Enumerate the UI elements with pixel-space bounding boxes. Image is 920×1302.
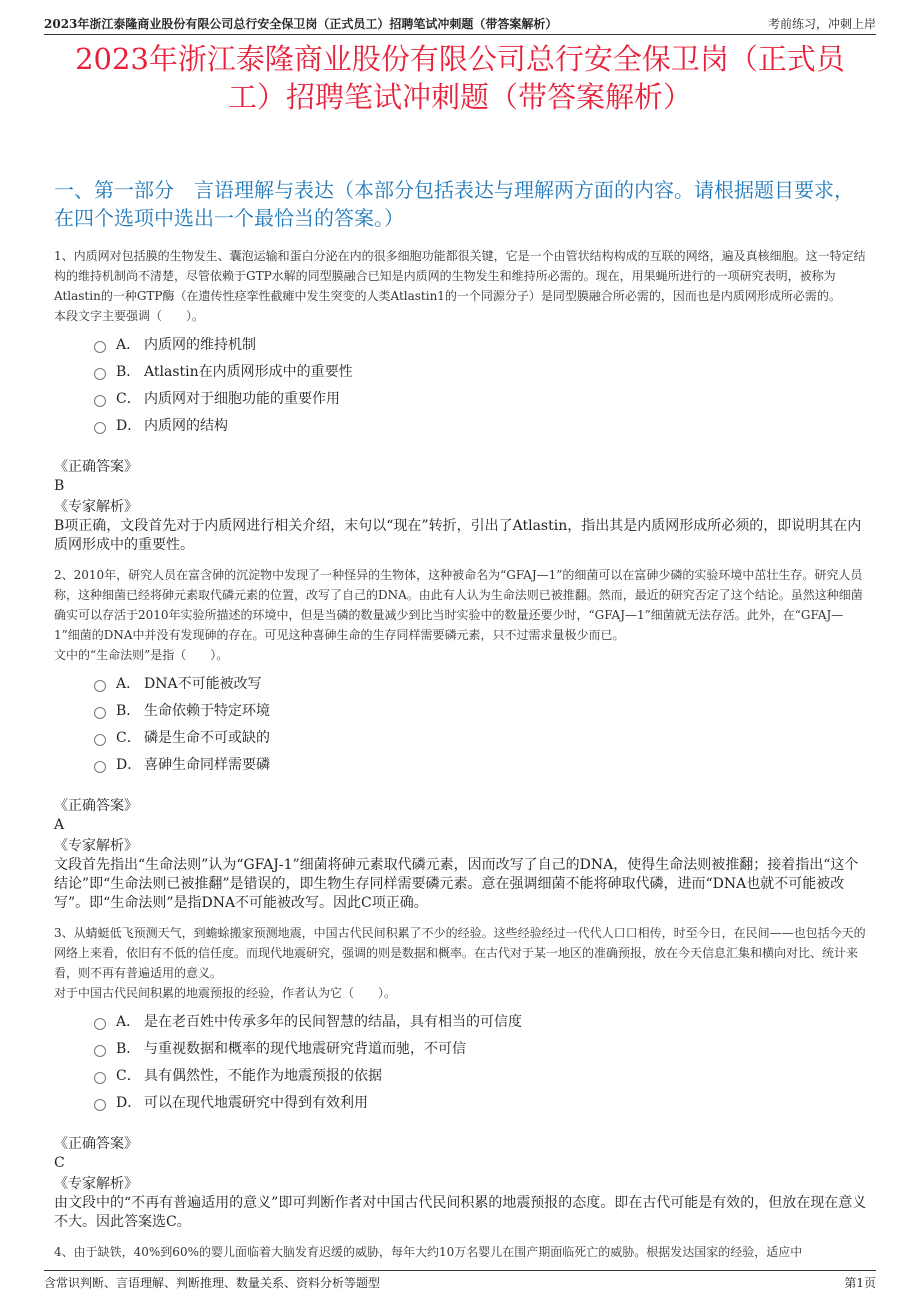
- option-a[interactable]: [94, 1007, 868, 1034]
- option-text: 磷是生命不可或缺的: [144, 729, 270, 746]
- option-text: 内质网对于细胞功能的重要作用: [144, 390, 340, 407]
- option-text: 内质网的结构: [144, 417, 228, 434]
- radio-icon[interactable]: [94, 341, 106, 353]
- radio-icon[interactable]: [94, 368, 106, 380]
- radio-icon[interactable]: [94, 707, 106, 719]
- option-letter: B．: [116, 702, 141, 719]
- question-prompt: 文中的“生命法则”是指（ ）。: [54, 648, 229, 662]
- radio-icon[interactable]: [94, 1099, 106, 1111]
- answer-value: A: [54, 817, 65, 833]
- radio-icon[interactable]: [94, 1072, 106, 1084]
- option-d[interactable]: [94, 1088, 868, 1115]
- question-1: [54, 246, 868, 555]
- question-4-partial: 4、由于缺铁，40%到60%的婴儿面临着大脑发育迟缓的威胁，每年大约10万名婴儿在围产期面临死亡的威胁。根据发达国家的经验，适应中: [54, 1245, 803, 1259]
- answer-label: 《正确答案》: [54, 798, 138, 814]
- option-b[interactable]: [94, 1034, 868, 1061]
- question-text: 2、2010年，研究人员在富含砷的沉淀物中发现了一种怪异的生物体，这种被命名为“GFAJ—1”的细菌可以在富砷少磷的实验环境中茁壮生存。研究人员称，这种细菌已经将砷元素取代磷元素的位置，改写了自己的DNA。由此有人认为生命法则已被推翻。然而，最近的研究否定了这个结论。虽然这种细菌确实可以存活于2010年实验所描述的环境中，但是当磷的数量减少到比当时实验中的数量还要少时，“GFAJ—1”细菌就无法存活。此外，在“GFAJ—1”细菌的DNA中并没有发现砷的存在。可见这种喜砷生命的生存同样需要磷元素，只不过需求量极少而已。: [54, 568, 863, 642]
- radio-icon[interactable]: [94, 734, 106, 746]
- radio-icon[interactable]: [94, 680, 106, 692]
- option-c[interactable]: [94, 1061, 868, 1088]
- option-letter: B．: [116, 363, 141, 380]
- option-letter: D．: [116, 1094, 142, 1111]
- option-text: 具有偶然性，不能作为地震预报的依据: [144, 1067, 382, 1084]
- page-title: 2023年浙江泰隆商业股份有限公司总行安全保卫岗（正式员工）招聘笔试冲刺题（带答案解析）: [75, 42, 845, 114]
- option-list: [94, 330, 868, 438]
- answer-label: 《正确答案》: [54, 1136, 138, 1152]
- option-b[interactable]: [94, 357, 868, 384]
- option-text: DNA不可能被改写: [144, 675, 262, 692]
- header-slogan: 考前练习，冲刺上岸: [767, 17, 876, 31]
- option-letter: B．: [116, 1040, 141, 1057]
- question-text: 1、内质网对包括膜的生物发生、囊泡运输和蛋白分泌在内的很多细胞功能都很关键，它是一个由管状结构构成的互联的网络，遍及真核细胞。这一特定结构的维持机制尚不清楚，尽管依赖于GTP水解的同型膜融合已知是内质网的生物发生和维持所必需的。现在，用果蝇所进行的一项研究表明，被称为Atlastin的一种GTP酶（在遗传性痉挛性截瘫中发生突变的人类Atlastin1的一个同源分子）是同型膜融合所必需的，因而也是内质网形成所必需的。: [54, 249, 866, 303]
- question-prompt: 本段文字主要强调（ ）。: [54, 309, 205, 323]
- option-letter: C．: [116, 1067, 141, 1084]
- option-letter: A．: [116, 675, 141, 692]
- option-letter: C．: [116, 729, 141, 746]
- option-d[interactable]: [94, 750, 868, 777]
- option-a[interactable]: [94, 669, 868, 696]
- option-letter: D．: [116, 417, 142, 434]
- option-text: 与重视数据和概率的现代地震研究背道而驰，不可信: [144, 1040, 466, 1057]
- section-heading: 一、第一部分 言语理解与表达（本部分包括表达与理解两方面的内容。请根据题目要求，在四个选项中选出一个最恰当的答案。）: [54, 178, 854, 230]
- option-text: 是在老百姓中传承多年的民间智慧的结晶，具有相当的可信度: [144, 1013, 522, 1030]
- answer-value: C: [54, 1155, 65, 1171]
- option-letter: C．: [116, 390, 141, 407]
- option-a[interactable]: [94, 330, 868, 357]
- explanation-text: 由文段中的“不再有普遍适用的意义”即可判断作者对中国古代民间积累的地震预报的态度。即在古代可能是有效的，但放在现在意义不大。因此答案选C。: [54, 1195, 867, 1230]
- question-2: [54, 565, 868, 913]
- option-list: [94, 669, 868, 777]
- question-prompt: 对于中国古代民间积累的地震预报的经验，作者认为它（ ）。: [54, 986, 397, 1000]
- footer-note: 含常识判断、言语理解、判断推理、数量关系、资料分析等题型: [44, 1275, 381, 1290]
- option-d[interactable]: [94, 411, 868, 438]
- radio-icon[interactable]: [94, 422, 106, 434]
- option-letter: A．: [116, 336, 141, 353]
- radio-icon[interactable]: [94, 395, 106, 407]
- explanation-text: B项正确，文段首先对于内质网进行相关介绍，末句以“现在”转折，引出了Atlastin，指出其是内质网形成所必须的，即说明其在内质网形成中的重要性。: [54, 518, 862, 553]
- explanation-label: 《专家解析》: [54, 838, 138, 854]
- explanation-text: 文段首先指出“生命法则”认为“GFAJ-1”细菌将砷元素取代磷元素，因而改写了自己的DNA，使得生命法则被推翻；接着指出“这个结论”即“生命法则已被推翻”是错误的，即生物生存同样需要磷元素。意在强调细菌不能将砷取代磷，进而“DNA也就不可能被改写”。即“生命法则”是指DNA不可能被改写。因此C项正确。: [54, 857, 859, 911]
- page-footer: [44, 1270, 876, 1293]
- explanation-label: 《专家解析》: [54, 499, 138, 515]
- option-text: 生命依赖于特定环境: [144, 702, 270, 719]
- answer-label: 《正确答案》: [54, 459, 138, 475]
- question-text: 3、从蜻蜓低飞预测天气，到蟾蜍搬家预测地震，中国古代民间积累了不少的经验。这些经验经过一代代人口口相传，时至今日，在民间——也包括今天的网络上来看，依旧有不低的信任度。而现代地震研究，强调的则是数据和概率。在古代对于某一地区的准确预报，放在今天信息汇集和横向对比、统计来看，则不再有普遍适用的意义。: [54, 926, 866, 980]
- answer-value: B: [54, 478, 65, 494]
- option-c[interactable]: [94, 723, 868, 750]
- radio-icon[interactable]: [94, 1045, 106, 1057]
- option-text: 喜砷生命同样需要磷: [144, 756, 270, 773]
- question-3: [54, 923, 868, 1232]
- header-doc-title: 2023年浙江泰隆商业股份有限公司总行安全保卫岗（正式员工）招聘笔试冲刺题（带答案解析）: [44, 17, 558, 31]
- explanation-label: 《专家解析》: [54, 1176, 138, 1192]
- question-list: [54, 246, 868, 1262]
- page-number: 第1页: [844, 1275, 876, 1290]
- radio-icon[interactable]: [94, 1018, 106, 1030]
- option-letter: A．: [116, 1013, 141, 1030]
- option-b[interactable]: [94, 696, 868, 723]
- option-text: Atlastin在内质网形成中的重要性: [144, 363, 353, 380]
- option-text: 可以在现代地震研究中得到有效利用: [144, 1094, 368, 1111]
- option-list: [94, 1007, 868, 1115]
- option-text: 内质网的维持机制: [144, 336, 256, 353]
- option-c[interactable]: [94, 384, 868, 411]
- radio-icon[interactable]: [94, 761, 106, 773]
- page-header: [44, 10, 876, 35]
- option-letter: D．: [116, 756, 142, 773]
